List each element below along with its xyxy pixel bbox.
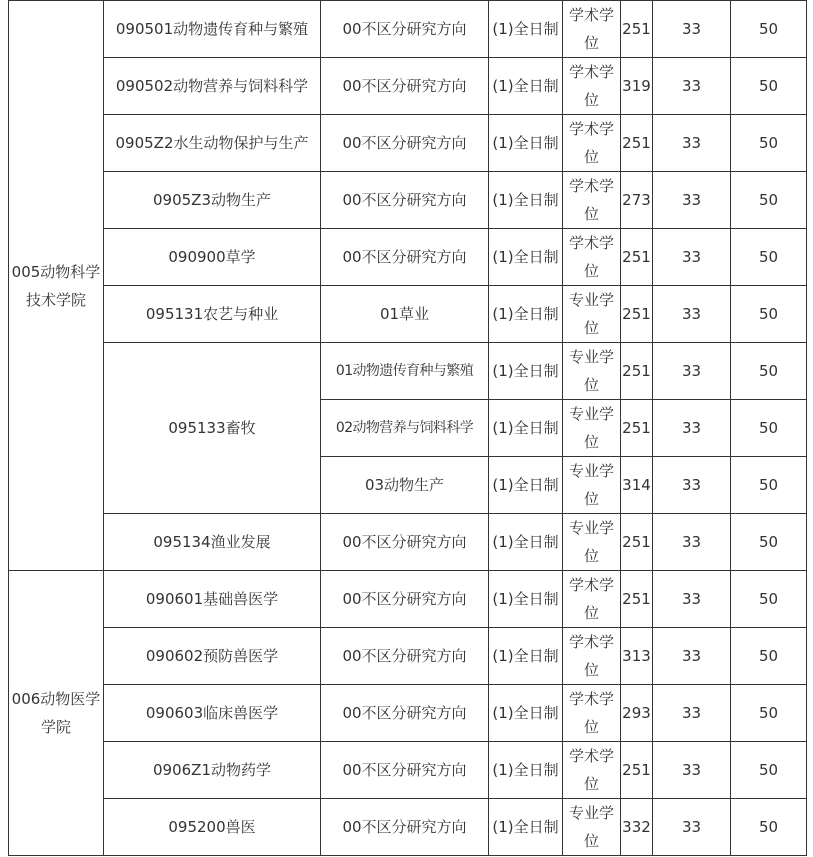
mode-cell: (1)全日制 (489, 628, 563, 685)
major-cell: 090602预防兽医学 (104, 628, 321, 685)
major-cell: 090603临床兽医学 (104, 685, 321, 742)
direction-cell: 00不区分研究方向 (321, 685, 489, 742)
single-score-1-cell: 33 (653, 571, 731, 628)
major-cell: 095133畜牧 (104, 343, 321, 514)
table-row (9, 685, 807, 742)
single-score-1-cell: 33 (653, 1, 731, 58)
table-row (9, 58, 807, 115)
direction-cell: 03动物生产 (321, 457, 489, 514)
single-score-2-cell: 50 (731, 115, 807, 172)
major-cell: 090502动物营养与饲料科学 (104, 58, 321, 115)
total-score-cell: 293 (621, 685, 653, 742)
single-score-2-cell: 50 (731, 628, 807, 685)
degree-cell: 学术学位 (563, 1, 621, 58)
college-cell: 006动物医学学院 (9, 571, 104, 856)
table-row (9, 571, 807, 628)
total-score-cell: 251 (621, 343, 653, 400)
degree-cell: 专业学位 (563, 286, 621, 343)
degree-cell: 专业学位 (563, 457, 621, 514)
total-score-cell: 314 (621, 457, 653, 514)
direction-cell: 00不区分研究方向 (321, 628, 489, 685)
table-row (9, 742, 807, 799)
total-score-cell: 251 (621, 400, 653, 457)
major-cell: 0906Z1动物药学 (104, 742, 321, 799)
single-score-1-cell: 33 (653, 172, 731, 229)
table-row (9, 628, 807, 685)
single-score-1-cell: 33 (653, 115, 731, 172)
mode-cell: (1)全日制 (489, 1, 563, 58)
single-score-2-cell: 50 (731, 571, 807, 628)
major-cell: 095131农艺与种业 (104, 286, 321, 343)
single-score-1-cell: 33 (653, 514, 731, 571)
total-score-cell: 251 (621, 514, 653, 571)
direction-cell: 00不区分研究方向 (321, 115, 489, 172)
degree-cell: 学术学位 (563, 628, 621, 685)
score-table (8, 0, 807, 856)
single-score-1-cell: 33 (653, 685, 731, 742)
total-score-cell: 251 (621, 1, 653, 58)
mode-cell: (1)全日制 (489, 286, 563, 343)
single-score-2-cell: 50 (731, 229, 807, 286)
table-row (9, 115, 807, 172)
single-score-1-cell: 33 (653, 742, 731, 799)
mode-cell: (1)全日制 (489, 58, 563, 115)
single-score-1-cell: 33 (653, 286, 731, 343)
total-score-cell: 251 (621, 742, 653, 799)
total-score-cell: 313 (621, 628, 653, 685)
direction-cell: 00不区分研究方向 (321, 1, 489, 58)
total-score-cell: 319 (621, 58, 653, 115)
degree-cell: 学术学位 (563, 685, 621, 742)
table-row (9, 799, 807, 856)
major-cell: 090601基础兽医学 (104, 571, 321, 628)
mode-cell: (1)全日制 (489, 685, 563, 742)
total-score-cell: 251 (621, 115, 653, 172)
total-score-cell: 251 (621, 229, 653, 286)
degree-cell: 学术学位 (563, 172, 621, 229)
single-score-2-cell: 50 (731, 799, 807, 856)
degree-cell: 学术学位 (563, 571, 621, 628)
table-row (9, 1, 807, 58)
mode-cell: (1)全日制 (489, 229, 563, 286)
single-score-1-cell: 33 (653, 343, 731, 400)
major-cell: 095134渔业发展 (104, 514, 321, 571)
direction-cell: 00不区分研究方向 (321, 229, 489, 286)
single-score-2-cell: 50 (731, 58, 807, 115)
single-score-1-cell: 33 (653, 58, 731, 115)
single-score-2-cell: 50 (731, 286, 807, 343)
direction-cell: 00不区分研究方向 (321, 58, 489, 115)
degree-cell: 学术学位 (563, 58, 621, 115)
table-row (9, 286, 807, 343)
degree-cell: 学术学位 (563, 742, 621, 799)
degree-cell: 专业学位 (563, 514, 621, 571)
degree-cell: 专业学位 (563, 343, 621, 400)
direction-cell: 00不区分研究方向 (321, 799, 489, 856)
single-score-2-cell: 50 (731, 343, 807, 400)
direction-cell: 01草业 (321, 286, 489, 343)
single-score-1-cell: 33 (653, 400, 731, 457)
mode-cell: (1)全日制 (489, 799, 563, 856)
degree-cell: 学术学位 (563, 115, 621, 172)
college-cell: 005动物科学技术学院 (9, 1, 104, 571)
single-score-2-cell: 50 (731, 457, 807, 514)
single-score-2-cell: 50 (731, 1, 807, 58)
major-cell: 0905Z2水生动物保护与生产 (104, 115, 321, 172)
direction-cell: 00不区分研究方向 (321, 571, 489, 628)
direction-cell: 00不区分研究方向 (321, 742, 489, 799)
table-row (9, 229, 807, 286)
degree-cell: 专业学位 (563, 799, 621, 856)
single-score-2-cell: 50 (731, 514, 807, 571)
single-score-1-cell: 33 (653, 457, 731, 514)
direction-cell: 00不区分研究方向 (321, 514, 489, 571)
mode-cell: (1)全日制 (489, 172, 563, 229)
table-row (9, 172, 807, 229)
single-score-1-cell: 33 (653, 229, 731, 286)
total-score-cell: 251 (621, 286, 653, 343)
table-row (9, 343, 807, 400)
total-score-cell: 251 (621, 571, 653, 628)
major-cell: 0905Z3动物生产 (104, 172, 321, 229)
single-score-1-cell: 33 (653, 628, 731, 685)
mode-cell: (1)全日制 (489, 343, 563, 400)
single-score-1-cell: 33 (653, 799, 731, 856)
single-score-2-cell: 50 (731, 172, 807, 229)
mode-cell: (1)全日制 (489, 115, 563, 172)
major-cell: 090501动物遗传育种与繁殖 (104, 1, 321, 58)
total-score-cell: 273 (621, 172, 653, 229)
total-score-cell: 332 (621, 799, 653, 856)
major-cell: 090900草学 (104, 229, 321, 286)
mode-cell: (1)全日制 (489, 457, 563, 514)
degree-cell: 学术学位 (563, 229, 621, 286)
mode-cell: (1)全日制 (489, 514, 563, 571)
table-row (9, 514, 807, 571)
mode-cell: (1)全日制 (489, 742, 563, 799)
degree-cell: 专业学位 (563, 400, 621, 457)
single-score-2-cell: 50 (731, 400, 807, 457)
single-score-2-cell: 50 (731, 742, 807, 799)
mode-cell: (1)全日制 (489, 571, 563, 628)
direction-cell: 02动物营养与饲料科学 (321, 400, 489, 457)
direction-cell: 00不区分研究方向 (321, 172, 489, 229)
single-score-2-cell: 50 (731, 685, 807, 742)
mode-cell: (1)全日制 (489, 400, 563, 457)
direction-cell: 01动物遗传育种与繁殖 (321, 343, 489, 400)
major-cell: 095200兽医 (104, 799, 321, 856)
